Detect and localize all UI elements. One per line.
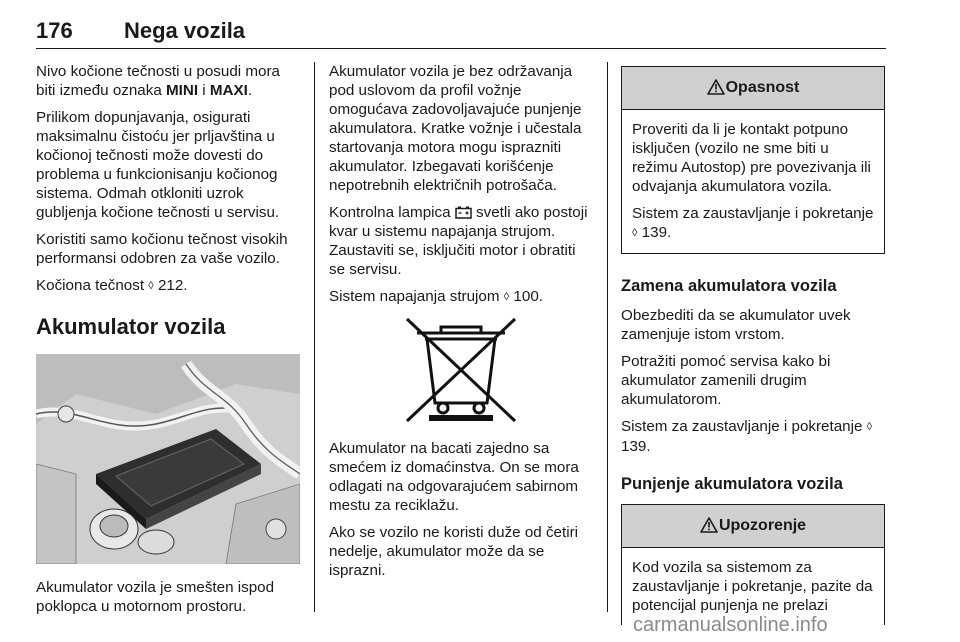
warning-lamp-paragraph: Kontrolna lampica svetli ako postoji kvar u sistemu napajanja strujom. Zaustaviti se, isključiti motor i obratiti se servisu. [329, 204, 588, 278]
power-system-reference: Sistem napajanja strujom ◊ 100. [329, 288, 543, 305]
battery-warning-lamp-icon [455, 206, 472, 219]
page-link[interactable]: 139. [621, 438, 651, 455]
brake-fluid-cleanliness-paragraph: Prilikom dopunjavanja, osigurati maksimalnu čistoću jer prljavština u kočionoj tečnosti može dovesti do problema u funkcionisanju kočionog sistema. Odmah otkloniti uzrok gubljenja kočione tečnosti u servisu. [36, 109, 280, 221]
stop-start-reference: Sistem za zaustavljanje i pokretanje ◊ 139. [632, 205, 874, 241]
maintenance-free-paragraph: Akumulator vozila je bez održavanja pod uslovom da profil vožnje omogućava zadovoljavajuće punjenje akumulatora. Kratke vožnje i učestala startovanja motora mogu isprazniti akumulator. Izbegavati korišćenje nepotrebnih električnih potrošača. [329, 63, 582, 194]
warning-box [621, 504, 885, 625]
page-link[interactable]: 212. [157, 277, 188, 294]
section-heading-battery: Akumulator vozila [36, 314, 226, 339]
watermark: carmanualsonline.info [633, 614, 828, 636]
reference-arrow-icon: ◊ [148, 280, 154, 292]
chapter-title: Nega vozila [124, 18, 246, 43]
section-heading-replacement: Zamena akumulatora vozila [621, 277, 837, 295]
danger-box-title: Opasnost [622, 67, 884, 110]
page-link[interactable]: 100. [513, 288, 543, 305]
storage-discharge-paragraph: Ako se vozilo ne koristi duže od četiri nedelje, akumulator može da se isprazni. [329, 524, 579, 579]
warning-box-title: Upozorenje [622, 505, 884, 548]
brake-fluid-level-paragraph: Nivo kočione tečnosti u posudi mora biti između oznaka MINI i MAXI. [36, 63, 280, 99]
charging-warning-paragraph: Kod vozila sa sistemom za zaustavljanje i pokretanje, pazite da potencijal punjenja ne prelazi [632, 559, 873, 614]
danger-box-body [622, 110, 884, 253]
reference-arrow-icon: ◊ [632, 227, 638, 239]
brake-fluid-reference: Kočiona tečnost ◊ 212. [36, 277, 188, 294]
column-right [621, 66, 885, 625]
reference-arrow-icon: ◊ [503, 291, 510, 303]
column-middle [329, 62, 593, 588]
page-number: 176 [36, 18, 73, 43]
brake-fluid-approved-paragraph: Koristiti samo kočionu tečnost visokih performansi odobren za vaše vozilo. [36, 231, 288, 267]
disposal-paragraph: Akumulator na bacati zajedno sa smećem iz domaćinstva. On se mora odlagati na odgovarajućem sabirnom mestu za reciklažu. [329, 440, 579, 514]
column-left [36, 62, 300, 624]
danger-ignition-paragraph: Proveriti da li je kontakt potpuno isključen (vozilo ne sme biti u režimu Autostop) pre povezivanja ili odvajanja akumulatora vozila. [632, 121, 871, 195]
same-type-paragraph: Obezbediti da se akumulator uvek zamenjuje istom vrstom. [621, 307, 851, 343]
reference-arrow-icon: ◊ [866, 421, 873, 433]
engine-bay-battery-illustration [36, 354, 300, 564]
column-divider [607, 62, 608, 612]
warning-triangle-icon [707, 79, 725, 95]
battery-location-caption: Akumulator vozila je smešten ispod poklopca u motornom prostoru. [36, 579, 275, 615]
column-divider [314, 62, 315, 612]
page-link[interactable]: 139. [641, 224, 672, 241]
stop-start-reference: Sistem za zaustavljanje i pokretanje ◊ 139. [621, 418, 873, 455]
service-help-paragraph: Potražiti pomoć servisa kako bi akumulator zamenili drugim akumulatorom. [621, 353, 831, 408]
section-heading-charging: Punjenje akumulatora vozila [621, 475, 843, 493]
warning-triangle-icon [700, 517, 718, 533]
danger-box [621, 66, 885, 254]
crossed-out-bin-icon [329, 315, 593, 425]
page-header [36, 16, 886, 49]
